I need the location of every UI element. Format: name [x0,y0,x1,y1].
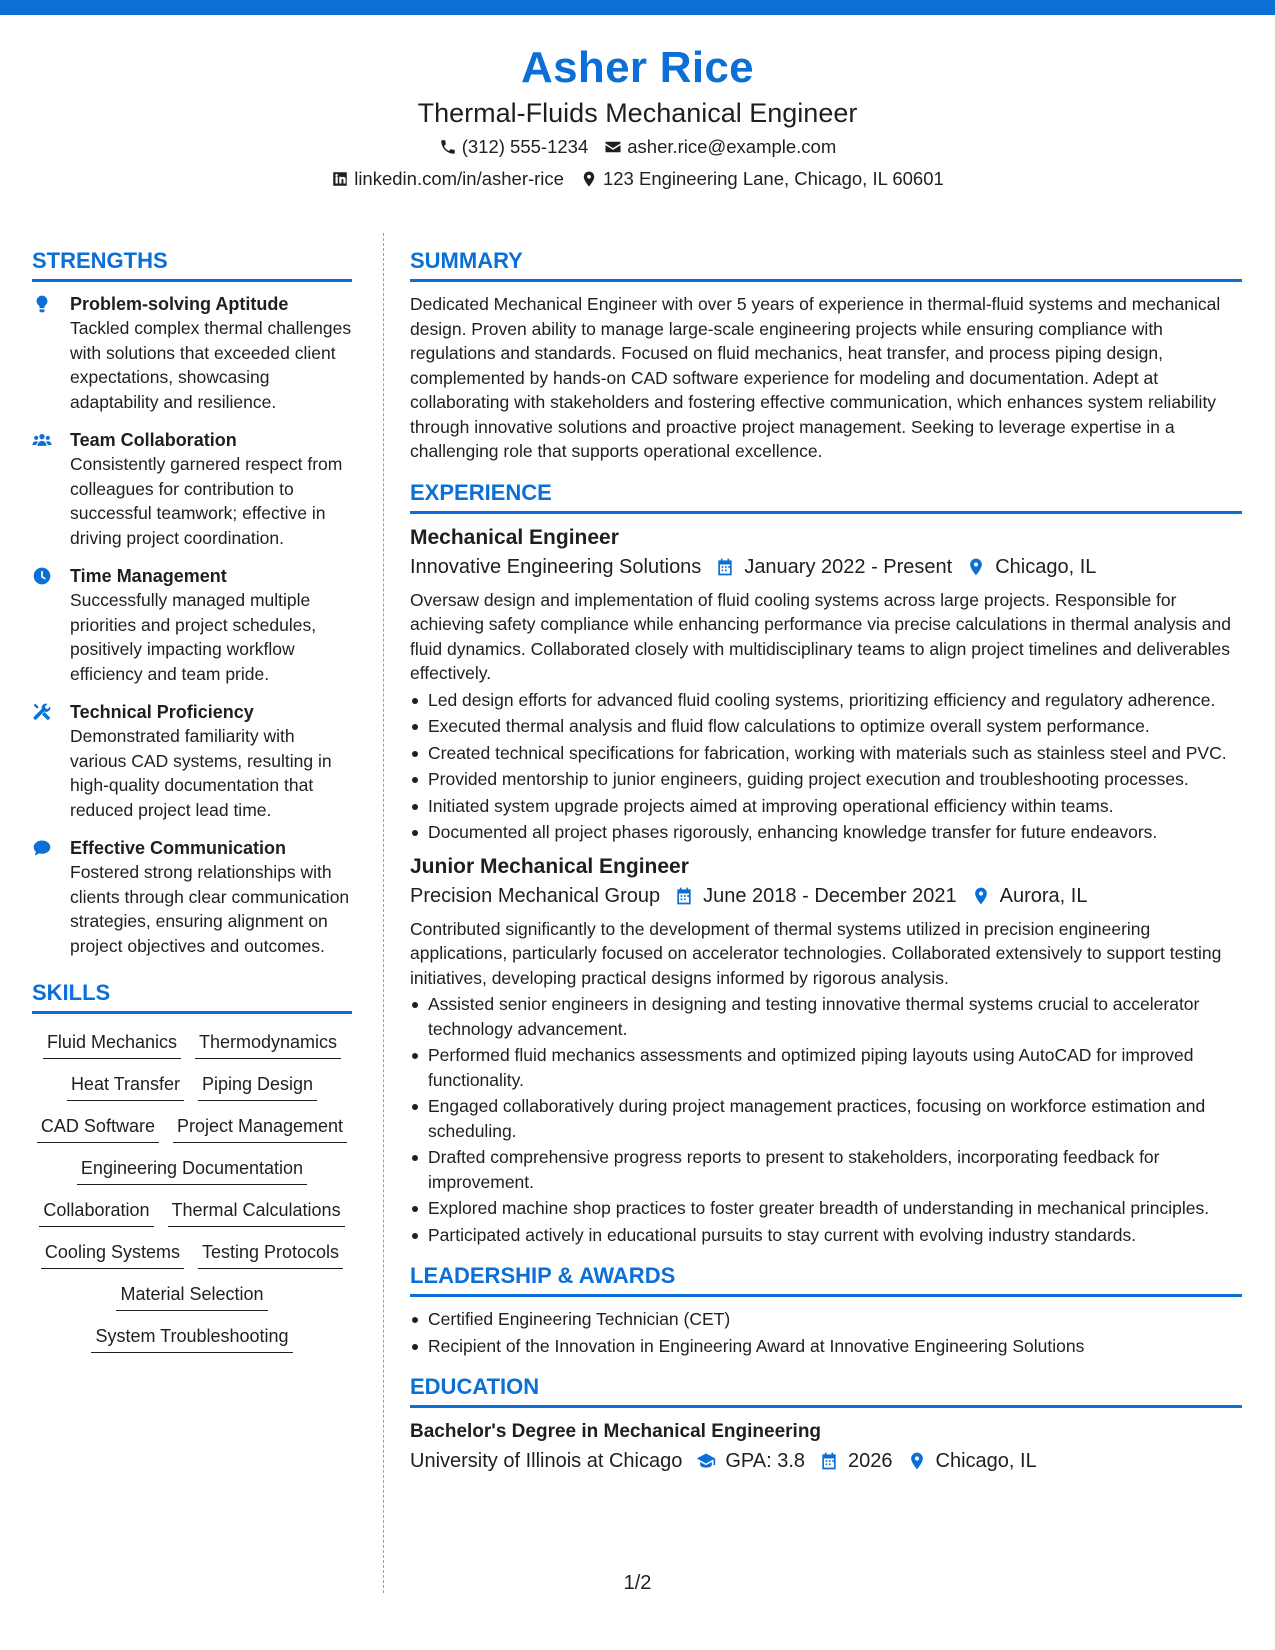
candidate-title: Thermal-Fluids Mechanical Engineer [417,98,858,128]
contact-row-2 [0,166,1275,192]
strength-title: Technical Proficiency [70,702,254,722]
job-bullets [410,992,1242,1247]
job-meta [410,881,1242,911]
strength-item [32,836,352,958]
job-location: Chicago, IL [995,555,1097,578]
job-meta [410,552,1242,582]
clock-icon [32,566,52,586]
strength-desc: Consistently garnered respect from colleagues for contribution to successful teamwork; effective in driving project coordination. [70,454,343,548]
job-bullet: Participated actively in educational pursuits to stay current with evolving industry standards. [410,1223,1242,1248]
skill-tag: Engineering Documentation [77,1156,307,1185]
candidate-name: Asher Rice [521,43,754,92]
skill-tag: CAD Software [37,1114,159,1143]
job-title: Junior Mechanical Engineer [410,854,689,878]
job-bullet: Executed thermal analysis and fluid flow calculations to optimize overall system performance. [410,714,1242,739]
linkedin-icon [331,170,349,188]
job-bullet: Initiated system upgrade projects aimed at improving operational efficiency within teams. [410,794,1242,819]
job-location: Aurora, IL [999,884,1088,907]
leadership-list [410,1307,1242,1358]
job-description: Oversaw design and implementation of fluid cooling systems across large projects. Responsible for achieving safety compliance while enhancing performance via precise calculations in thermal analysis and fluid dynamics. Collaborated closely with multidisciplinary teams to align project timelines and deliverables effectively. [410,589,1231,683]
job-bullet: Provided mentorship to junior engineers, guiding project execution and troubleshooting processes. [410,767,1242,792]
strength-title: Time Management [70,566,227,586]
skill-tag: Testing Protocols [198,1240,343,1269]
comment-icon [32,838,52,858]
education-degree: Bachelor's Degree in Mechanical Engineering [410,1421,822,1442]
job-bullet: Drafted comprehensive progress reports to present to stakeholders, incorporating feedback for improvement. [410,1145,1242,1194]
skill-tag: Collaboration [39,1198,153,1227]
map-pin-icon [971,886,991,906]
linkedin-text: linkedin.com/in/asher-rice [354,168,564,189]
graduation-cap-icon [696,1451,716,1471]
job-bullet: Documented all project phases rigorously, enhancing knowledge transfer for future endeavors. [410,820,1242,845]
job-bullet: Explored machine shop practices to foster greater breadth of understanding in mechanical principles. [410,1196,1242,1221]
job-bullet: Assisted senior engineers in designing and testing innovative thermal systems crucial to accelerator technology advancement. [410,992,1242,1041]
education-meta [410,1446,1242,1476]
skill-tag: Piping Design [198,1072,317,1101]
experience-heading: EXPERIENCE [410,478,1242,514]
job-bullet: Created technical specifications for fabrication, working with materials such as stainless steel and PVC. [410,741,1242,766]
skill-tag: Heat Transfer [67,1072,184,1101]
skill-tag: Material Selection [116,1282,267,1311]
job-bullet: Led design efforts for advanced fluid cooling systems, prioritizing efficiency and regulatory adherence. [410,688,1242,713]
strength-desc: Tackled complex thermal challenges with solutions that exceeded client expectations, showcasing adaptability and resilience. [70,318,352,412]
leadership-heading: LEADERSHIP & AWARDS [410,1261,1242,1297]
education-school: University of Illinois at Chicago [410,1450,683,1472]
contact-row-1 [0,134,1275,160]
email-text: asher.rice@example.com [627,136,837,157]
strength-desc: Demonstrated familiarity with various CAD systems, resulting in high-quality documentation that reduced project lead time. [70,726,332,820]
job-title: Mechanical Engineer [410,525,619,549]
map-pin-icon [966,557,986,577]
map-pin-icon [907,1451,927,1471]
skill-tag: Cooling Systems [41,1240,184,1269]
phone-icon [439,138,457,156]
job-company: Precision Mechanical Group [410,884,661,907]
summary-text: Dedicated Mechanical Engineer with over 5 years of experience in thermal-fluid systems and mechanical design. Proven ability to manage large-scale engineering projects while ensuring compliance with regulations and standards. Focused on fluid mechanics, heat transfer, and process piping design, complemented by hands-on CAD software experience for modeling and documentation. Adept at collaborating with stakeholders and fostering effective communication, which enhances system reliability through innovative solutions and proactive project management. Seeking to leverage expertise in a challenging role that supports operational excellence. [410,294,1221,461]
strength-title: Team Collaboration [70,430,237,450]
skill-tag: Thermal Calculations [168,1198,345,1227]
strength-desc: Fostered strong relationships with clients through clear communication strategies, ensuring alignment on project objectives and outcomes. [70,862,350,956]
map-pin-icon [580,170,598,188]
strength-title: Effective Communication [70,838,287,858]
skills-list [32,1024,352,1353]
job-entry [410,853,1242,1248]
skill-tag: Fluid Mechanics [43,1030,181,1059]
education-location: Chicago, IL [935,1450,1037,1472]
strengths-list [32,292,352,958]
skill-tag: Project Management [173,1114,347,1143]
summary-heading: SUMMARY [410,246,1242,282]
leadership-item: Certified Engineering Technician (CET) [410,1307,1242,1332]
skill-tag: System Troubleshooting [91,1324,292,1353]
page-number: 1/2 [623,1572,652,1594]
calendar-icon [819,1451,839,1471]
skill-tag: Thermodynamics [195,1030,341,1059]
phone-contact [439,134,589,160]
strength-item [32,564,352,686]
resume-header [0,40,1275,192]
tools-icon [32,702,52,722]
calendar-icon [715,557,735,577]
right-column [410,246,1242,1482]
address-contact [580,166,944,192]
strength-title: Problem-solving Aptitude [70,294,289,314]
job-bullet: Engaged collaboratively during project management practices, focusing on workforce estimation and scheduling. [410,1094,1242,1143]
job-bullets [410,688,1242,845]
users-icon [32,430,52,450]
lightbulb-icon [32,294,52,314]
strength-item [32,292,352,414]
education-year: 2026 [848,1450,893,1472]
education-heading: EDUCATION [410,1372,1242,1408]
email-contact[interactable] [604,134,836,160]
left-column [32,246,352,1353]
strengths-heading: STRENGTHS [32,246,352,282]
strength-item [32,700,352,822]
job-description: Contributed significantly to the development of thermal systems utilized in precision engineering applications, particularly focused on accelerator technologies. Collaborated extensively to support testing initiatives, developing practical designs informed by rigorous analysis. [410,918,1222,988]
address-text: 123 Engineering Lane, Chicago, IL 60601 [602,168,944,189]
job-dates: January 2022 - Present [744,555,953,578]
envelope-icon [604,138,622,156]
skills-heading: SKILLS [32,978,352,1014]
strength-item [32,428,352,550]
job-company: Innovative Engineering Solutions [410,555,702,578]
leadership-item: Recipient of the Innovation in Engineering Award at Innovative Engineering Solutions [410,1334,1242,1359]
job-entry [410,524,1242,845]
top-accent-bar [0,0,1275,15]
linkedin-contact[interactable] [331,166,564,192]
calendar-icon [674,886,694,906]
strength-desc: Successfully managed multiple priorities and project schedules, positively impacting workflow efficiency and team pride. [70,590,317,684]
job-bullet: Performed fluid mechanics assessments and optimized piping layouts using AutoCAD for improved functionality. [410,1043,1242,1092]
education-gpa: GPA: 3.8 [725,1450,806,1472]
phone-text: (312) 555-1234 [461,136,589,157]
job-dates: June 2018 - December 2021 [703,884,957,907]
column-divider [383,233,384,1593]
